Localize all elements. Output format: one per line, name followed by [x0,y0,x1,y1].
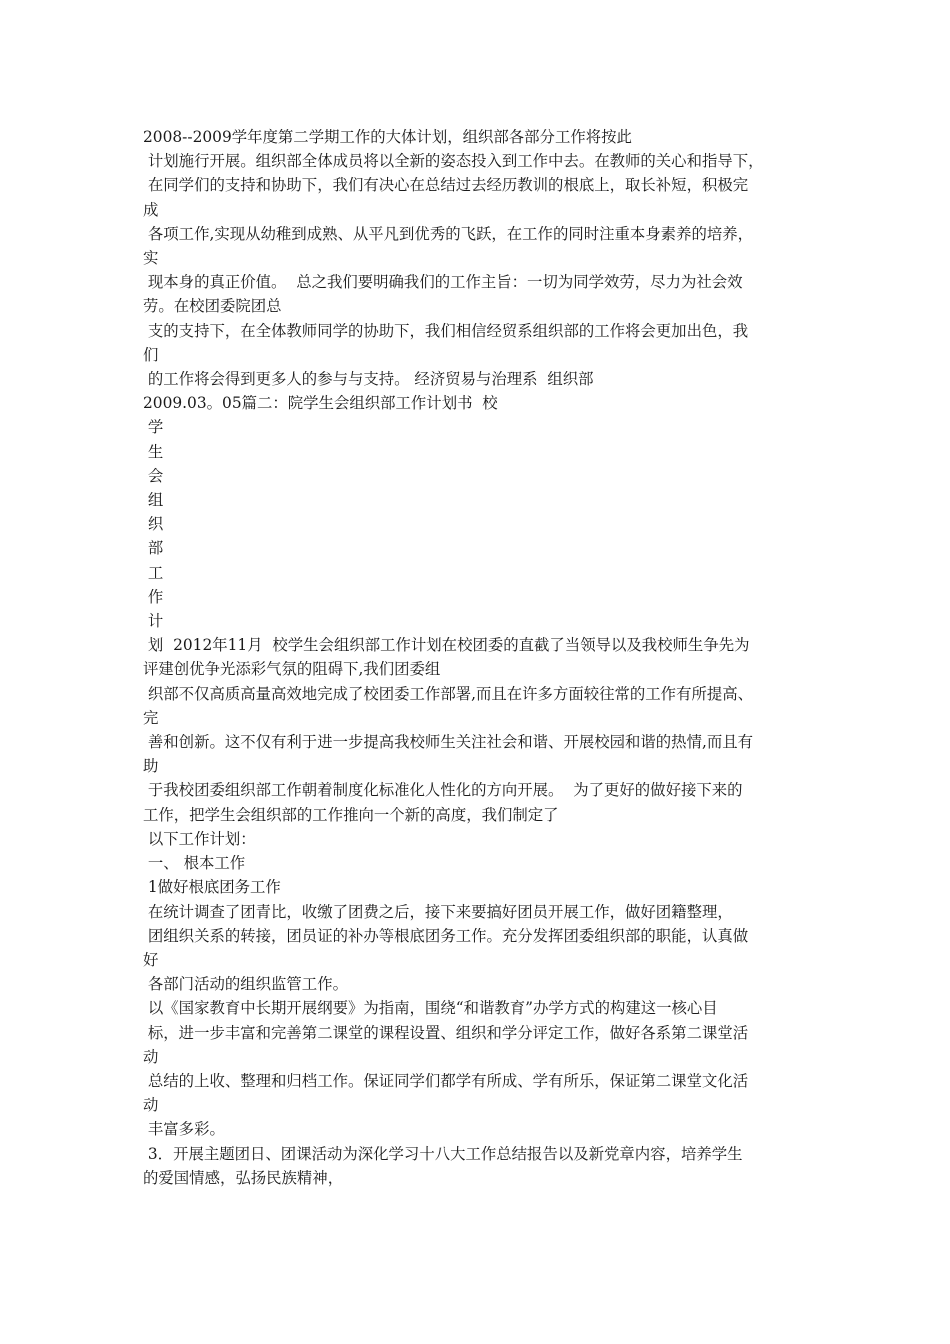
text-line: 好 [143,950,159,969]
text-line: 织部不仅高质高量高效地完成了校团委工作部署,而且在许多方面较往常的工作有所提高、 [143,684,754,703]
text-line: 织 [143,515,164,534]
text-line: 完 [143,708,159,727]
text-line: 划 2012年11月 校学生会组织部工作计划在校团委的直截了当领导以及我校师生争先为 [143,636,750,655]
text-line: 2008--2009学年度第二学期工作的大体计划，组织部各部分工作将按此 [143,128,632,146]
text-line: 动 [143,1096,159,1115]
text-line: 工作，把学生会组织部的工作推向一个新的高度，我们制定了 [143,805,559,824]
text-line: 生 [143,442,164,461]
text-line: 会 [143,466,164,485]
text-line: 总结的上收、整理和归档工作。保证同学们都学有所成、学有所乐，保证第二课堂文化活 [143,1071,749,1090]
text-line: 的工作将会得到更多人的参与与支持。 经济贸易与治理系 组织部 [143,370,594,389]
text-line: 学 [143,418,164,437]
text-line: 在统计调查了团青比，收缴了团费之后，接下来要搞好团员开展工作，做好团籍整理， [143,902,733,921]
text-line: 2009.03。05篇二：院学生会组织部工作计划书 校 [143,394,498,413]
text-line: 于我校团委组织部工作朝着制度化标准化人性化的方向开展。 为了更好的做好接下来的 [143,781,743,800]
text-line: 助 [143,757,159,776]
text-line: 计 [143,612,164,631]
text-line: 成 [143,200,159,219]
text-line: 实 [143,249,159,268]
text-line: 部 [143,539,164,558]
text-line: 劳。在校团委院团总 [143,297,282,316]
text-line: 团组织关系的转接，团员证的补办等根底团务工作。充分发挥团委组织部的职能，认真做 [143,926,749,945]
text-line: 善和创新。这不仅有利于进一步提高我校师生关注社会和谐、开展校园和谐的热情,而且有 [143,733,754,752]
text-line: 评建创优争光添彩气氛的阻碍下,我们团委组 [143,660,441,679]
text-line: 各部门活动的组织监管工作。 [143,975,348,994]
text-line: 们 [143,345,159,364]
text-line: 标，进一步丰富和完善第二课堂的课程设置、组织和学分评定工作，做好各系第二课堂活 [143,1023,749,1042]
text-line: 工 [143,563,164,582]
text-line: 组 [143,491,164,510]
text-line: 一、 根本工作 [143,854,246,873]
text-line: 现本身的真正价值。 总之我们要明确我们的工作主旨：一切为同学效劳，尽力为社会效 [143,273,743,292]
text-line: 在同学们的支持和协助下，我们有决心在总结过去经历教训的根底上，取长补短，积极完 [143,176,749,195]
text-line: 各项工作,实现从幼稚到成熟、从平凡到优秀的飞跃，在工作的同时注重本身素养的培养， [143,224,754,243]
text-line: 动 [143,1047,159,1066]
text-line: 丰富多彩。 [143,1120,225,1139]
text-line: 作 [143,587,164,606]
text-line: 以《国家教育中长期开展纲要》为指南，围绕“和谐教育”办学方式的构建这一核心目 [143,999,718,1018]
document-body [143,125,813,1190]
text-line: 3．开展主题团日、团课活动为深化学习十八大工作总结报告以及新党章内容，培养学生 [143,1144,743,1163]
text-line: 以下工作计划： [143,829,256,848]
text-line: 计划施行开展。组织部全体成员将以全新的姿态投入到工作中去。在教师的关心和指导下， [143,152,764,171]
text-line: 支的支持下，在全体教师同学的协助下，我们相信经贸系组织部的工作将会更加出色，我 [143,321,749,340]
text-line: 1做好根底团务工作 [143,878,281,897]
text-line: 的爱国情感，弘扬民族精神， [143,1168,344,1187]
